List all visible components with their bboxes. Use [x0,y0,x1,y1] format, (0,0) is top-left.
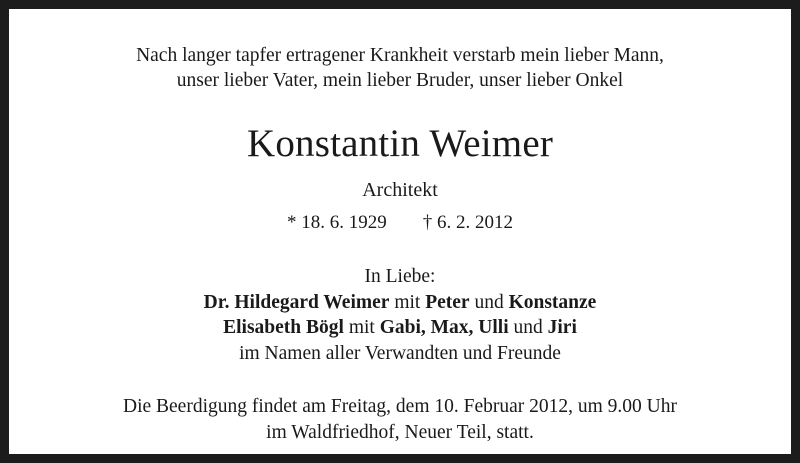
family-heading: In Liebe: [364,266,436,287]
deceased-profession: Architekt [362,179,438,201]
family-conjunction-2: und [469,291,509,313]
family-line-3: im Namen aller Verwandten und Freunde [239,342,561,364]
intro-line-2: unser lieber Vater, mein lieber Bruder, unser lieber Onkel [176,70,624,91]
intro-text [49,43,751,93]
family-block [49,264,751,366]
family-conjunction-1: mit [389,291,426,313]
birth-date: * 18. 6. 1929 [287,212,387,233]
family-member-jiri: Jiri [547,317,577,338]
family-member-konstanze: Konstanze [508,291,597,313]
funeral-line-2: im Waldfriedhof, Neuer Teil, statt. [266,421,534,443]
family-line-1 [49,290,751,316]
intro-line-1: Nach langer tapfer ertragener Krankheit verstarb mein lieber Mann, [136,45,664,66]
family-conjunction-4: und [508,317,548,338]
funeral-line-1: Die Beerdigung findet am Freitag, dem 10. Februar 2012, um 9.00 Uhr [122,396,677,417]
family-member-peter: Peter [425,291,470,313]
deceased-name: Konstantin Weimer [246,122,554,165]
death-date: † 6. 2. 2012 [422,212,513,233]
funeral-details [49,394,751,445]
life-dates [49,210,751,236]
family-member-hildegard: Dr. Hildegard Weimer [203,291,390,313]
family-members-gabi-max-ulli: Gabi, Max, Ulli [379,317,509,338]
family-line-2 [49,315,751,341]
family-conjunction-3: mit [343,317,380,338]
family-member-elisabeth: Elisabeth Bögl [223,317,344,338]
